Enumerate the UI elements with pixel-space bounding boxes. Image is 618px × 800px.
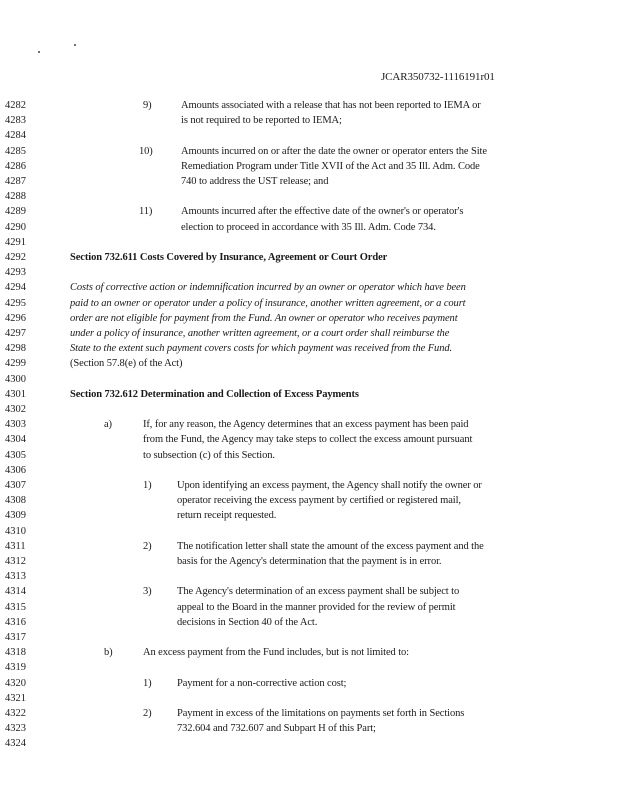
line-number: 4282: [5, 100, 26, 111]
line-number: 4289: [5, 206, 26, 217]
line-number: 4324: [5, 738, 26, 749]
line-number: 4312: [5, 556, 26, 567]
section-611-citation: (Section 57.8(e) of the Act): [70, 358, 183, 369]
line-number: 4297: [5, 328, 26, 339]
line-number: 4321: [5, 693, 26, 704]
line-number: 4303: [5, 419, 26, 430]
item-marker: 9): [143, 100, 152, 111]
section-611-heading: Section 732.611 Costs Covered by Insurance, Agreement or Court Order: [70, 252, 388, 263]
item-text-line: Amounts incurred after the effective date of the owner's or operator's: [181, 206, 464, 217]
line-number: 4284: [5, 130, 26, 141]
section-611-body-line: under a policy of insurance, another written agreement, or a court order shall reimburse the: [70, 328, 450, 339]
item-text-line: Upon identifying an excess payment, the Agency shall notify the owner or: [177, 480, 482, 491]
line-number: 4300: [5, 374, 26, 385]
subsection-b-marker: b): [104, 647, 113, 658]
line-number: 4304: [5, 434, 26, 445]
subsection-a-marker: a): [104, 419, 112, 430]
line-number: 4302: [5, 404, 26, 415]
item-text-line: appeal to the Board in the manner provided for the review of permit: [177, 602, 456, 613]
subsection-a-line: from the Fund, the Agency may take steps to collect the excess amount pursuant: [143, 434, 473, 445]
item-text-line: decisions in Section 40 of the Act.: [177, 617, 318, 628]
line-number: 4313: [5, 571, 26, 582]
item-text-line: Amounts associated with a release that has not been reported to IEMA or: [181, 100, 481, 111]
section-611-body-line: paid to an owner or operator under a policy of insurance, another written agreement, or a court: [70, 298, 466, 309]
line-number: 4316: [5, 617, 26, 628]
item-text-line: Payment in excess of the limitations on payments set forth in Sections: [177, 708, 465, 719]
item-text-line: Remediation Program under Title XVII of the Act and 35 Ill. Adm. Code: [181, 161, 480, 172]
item-text-line: Amounts incurred on or after the date the owner or operator enters the Site: [181, 146, 487, 157]
line-number: 4285: [5, 146, 26, 157]
line-number: 4317: [5, 632, 26, 643]
line-number: 4283: [5, 115, 26, 126]
line-number: 4292: [5, 252, 26, 263]
item-marker: 2): [143, 708, 152, 719]
item-marker: 3): [143, 586, 152, 597]
item-text-line: election to proceed in accordance with 35 Ill. Adm. Code 734.: [181, 222, 436, 233]
section-611-body-line: State to the extent such payment covers costs for which payment was received from the Fund.: [70, 343, 453, 354]
line-number: 4286: [5, 161, 26, 172]
item-text-line: is not required to be reported to IEMA;: [181, 115, 342, 126]
line-number: 4308: [5, 495, 26, 506]
item-text-line: 732.604 and 732.607 and Subpart H of this Part;: [177, 723, 376, 734]
line-number: 4322: [5, 708, 26, 719]
section-612-heading: Section 732.612 Determination and Collection of Excess Payments: [70, 389, 359, 400]
item-text-line: The notification letter shall state the amount of the excess payment and the: [177, 541, 484, 552]
line-number: 4290: [5, 222, 26, 233]
line-number: 4311: [5, 541, 26, 552]
line-number: 4320: [5, 678, 26, 689]
document-id: JCAR350732-1116191r01: [381, 71, 495, 83]
line-number: 4306: [5, 465, 26, 476]
line-number: 4309: [5, 510, 26, 521]
subsection-b-line: An excess payment from the Fund includes, but is not limited to:: [143, 647, 409, 658]
item-text-line: Payment for a non-corrective action cost;: [177, 678, 347, 689]
scan-speck: [38, 51, 40, 53]
item-marker: 10): [139, 146, 153, 157]
line-number: 4299: [5, 358, 26, 369]
item-marker: 2): [143, 541, 152, 552]
item-text-line: The Agency's determination of an excess payment shall be subject to: [177, 586, 460, 597]
line-number: 4307: [5, 480, 26, 491]
line-number: 4318: [5, 647, 26, 658]
item-marker: 1): [143, 678, 152, 689]
item-text-line: operator receiving the excess payment by certified or registered mail,: [177, 495, 461, 506]
line-number: 4291: [5, 237, 26, 248]
line-number: 4287: [5, 176, 26, 187]
line-number: 4315: [5, 602, 26, 613]
section-611-body-line: Costs of corrective action or indemnification incurred by an owner or operator which have been: [70, 282, 466, 293]
line-number: 4314: [5, 586, 26, 597]
item-text-line: return receipt requested.: [177, 510, 277, 521]
line-number: 4319: [5, 662, 26, 673]
line-number: 4305: [5, 450, 26, 461]
line-number: 4323: [5, 723, 26, 734]
subsection-a-line: to subsection (c) of this Section.: [143, 450, 275, 461]
line-number: 4310: [5, 526, 26, 537]
line-number: 4293: [5, 267, 26, 278]
line-number: 4295: [5, 298, 26, 309]
subsection-a-line: If, for any reason, the Agency determines that an excess payment has been paid: [143, 419, 469, 430]
line-number: 4298: [5, 343, 26, 354]
item-marker: 1): [143, 480, 152, 491]
item-text-line: 740 to address the UST release; and: [181, 176, 329, 187]
item-text-line: basis for the Agency's determination that the payment is in error.: [177, 556, 442, 567]
line-number: 4301: [5, 389, 26, 400]
scan-speck: [74, 44, 76, 46]
line-number: 4288: [5, 191, 26, 202]
section-611-body-line: order are not eligible for payment from the Fund. An owner or operator who receives payment: [70, 313, 458, 324]
line-number: 4296: [5, 313, 26, 324]
line-number: 4294: [5, 282, 26, 293]
item-marker: 11): [139, 206, 153, 217]
